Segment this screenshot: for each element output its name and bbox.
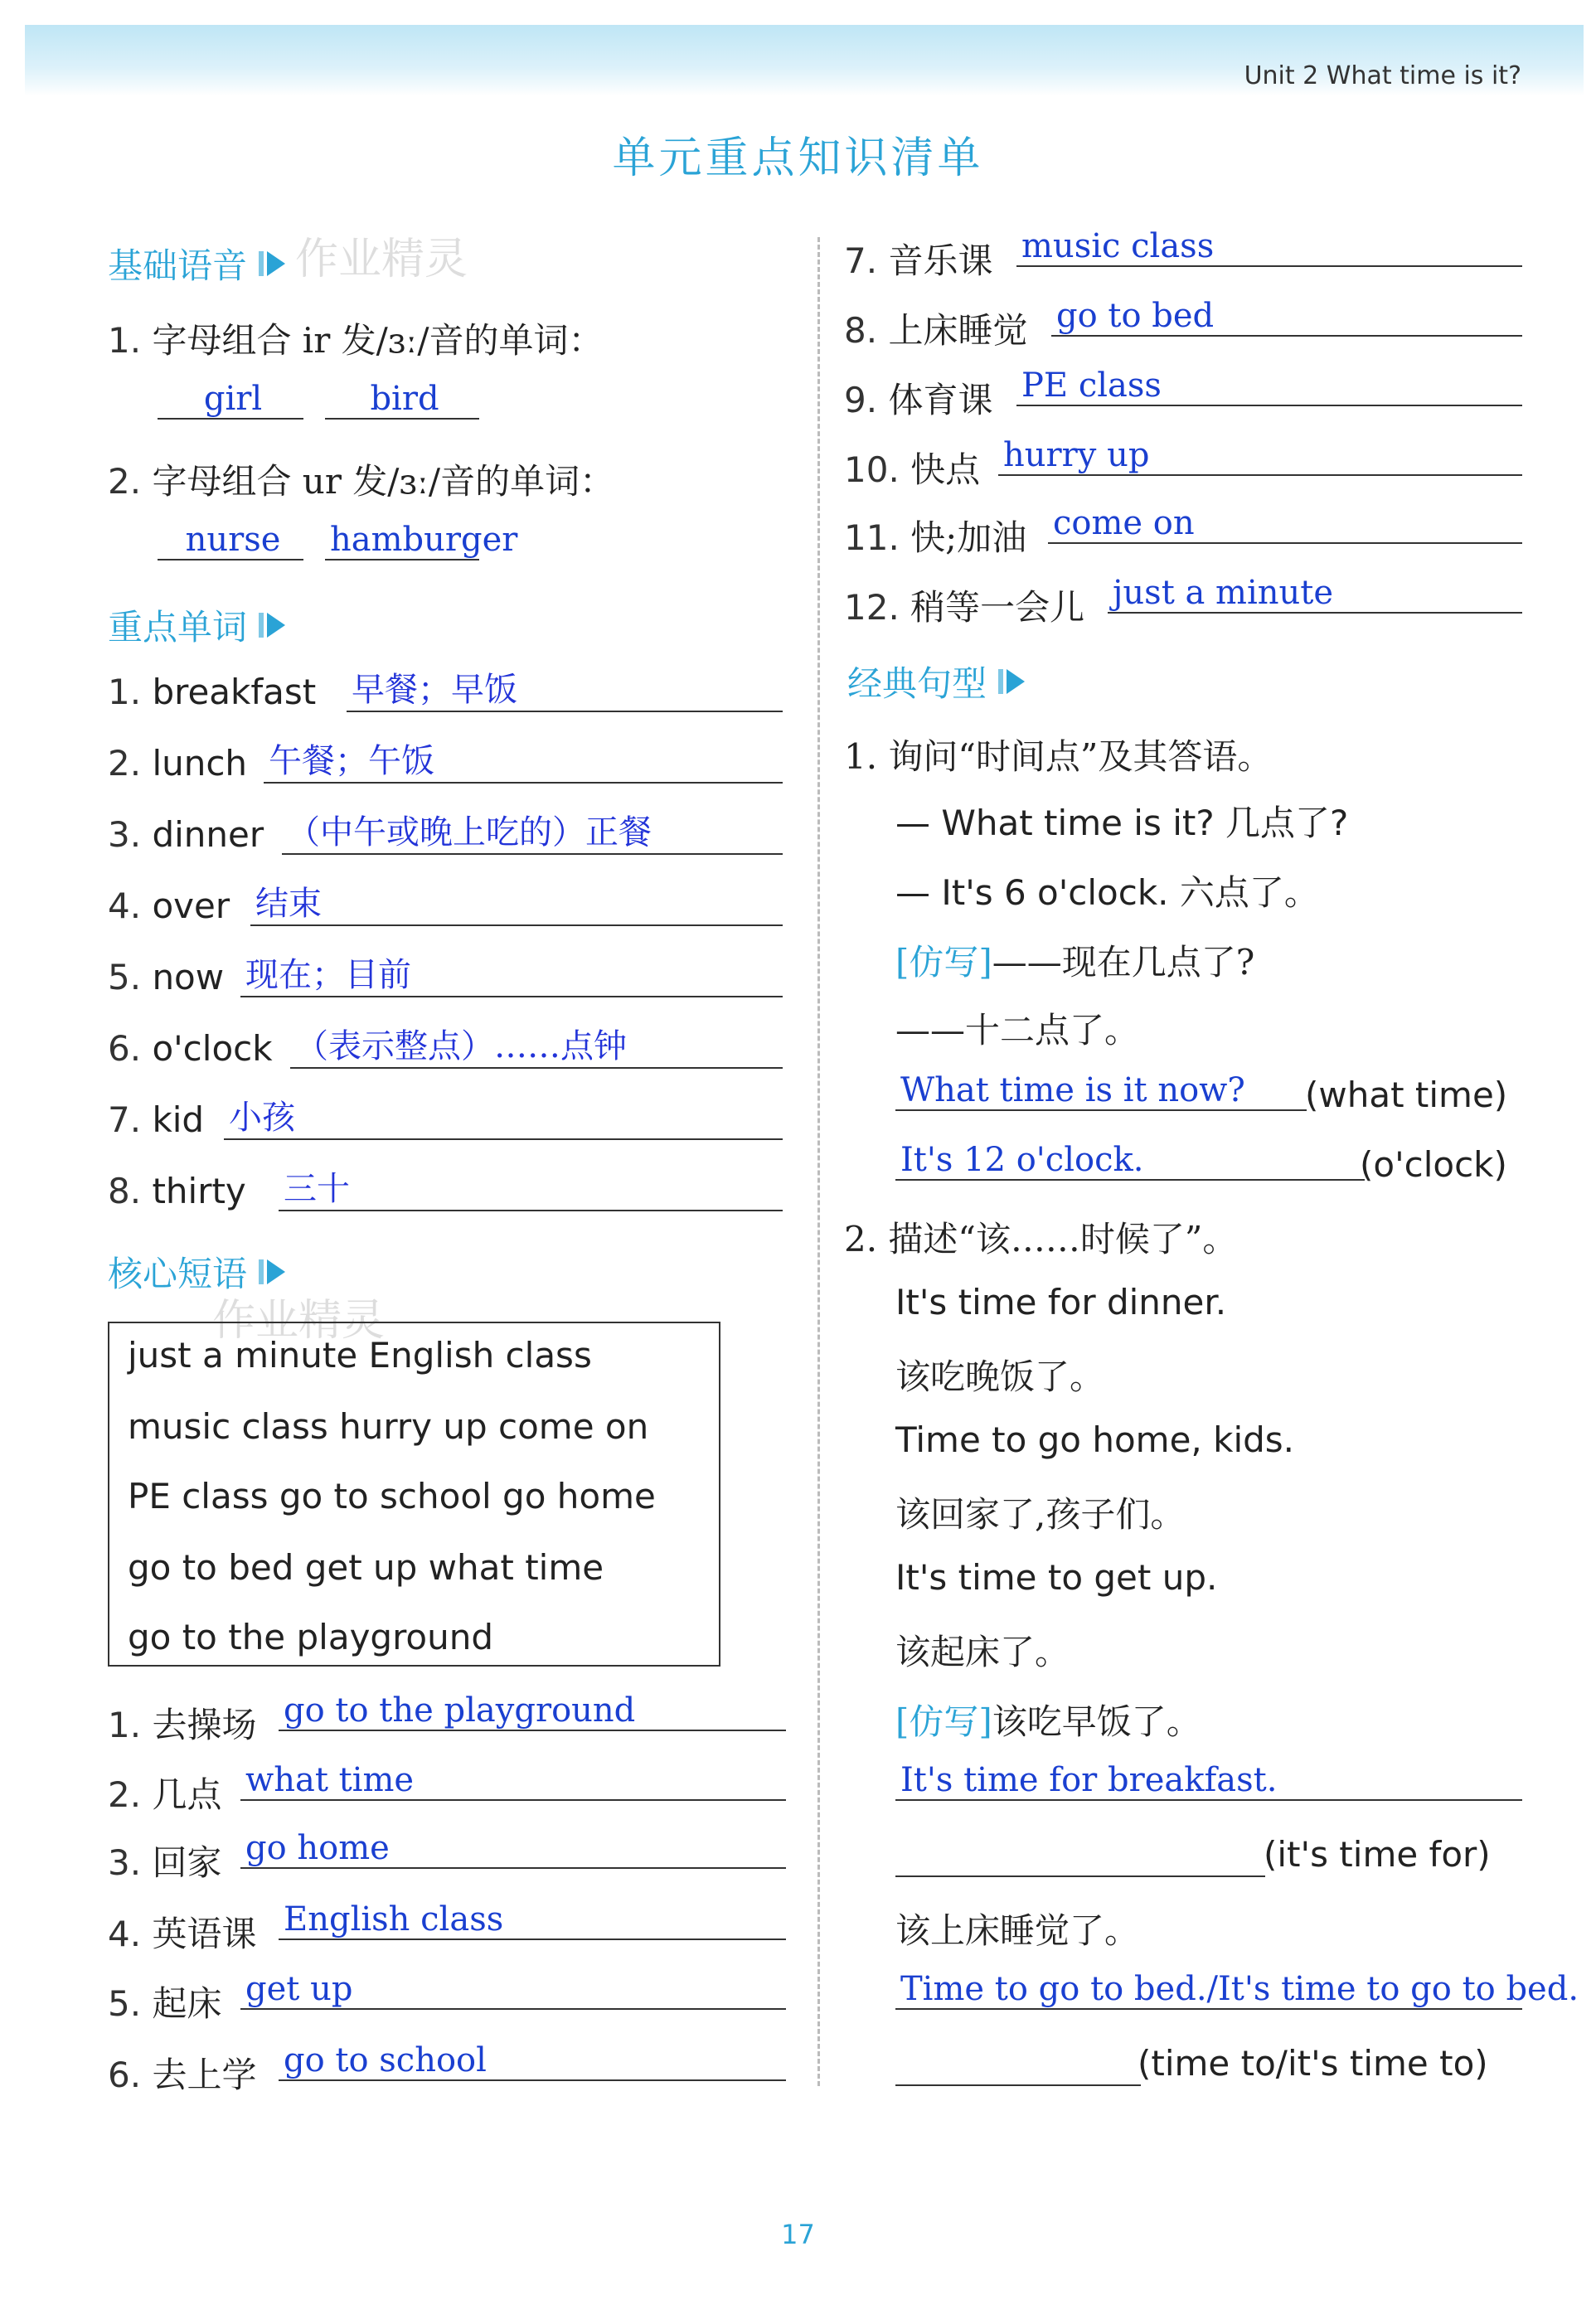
word: dinner [152, 814, 264, 855]
word: over [152, 886, 230, 926]
answer-blank[interactable]: English class [279, 1900, 786, 1940]
section-phonics-heading [108, 239, 287, 289]
task-text: 该吃早饭了。 [992, 1701, 1201, 1742]
answer-blank-empty[interactable] [895, 2046, 1141, 2086]
example-cn: 该吃晚饭了。 [895, 1356, 1105, 1397]
answer-blank[interactable]: 三十 [279, 1162, 783, 1211]
page-title: 单元重点知识清单 [612, 133, 984, 183]
imitate-task-2 [895, 1695, 1201, 1744]
answer-blank[interactable]: girl [158, 380, 303, 420]
item-number: 1. [108, 1705, 142, 1745]
word-item [108, 1099, 204, 1140]
sentence-2-title: 2. 描述“该……时候了”。 [844, 1219, 1238, 1259]
unit-title: Unit 2 What time is it? [1244, 61, 1521, 90]
answer-blank[interactable]: 小孩 [224, 1091, 783, 1140]
item-number: 7. [844, 240, 878, 281]
answer-blank[interactable]: get up [240, 1970, 786, 2010]
item-number: 5. [108, 957, 142, 997]
hint: (time to/it's time to) [1138, 2043, 1488, 2084]
answer-blank[interactable]: go to school [279, 2041, 786, 2081]
answer-blank[interactable]: go to bed [1051, 297, 1522, 337]
play-arrow-icon [259, 1258, 287, 1286]
item-number: 2. [108, 461, 142, 502]
sentence-1-answer: — It's 6 o'clock. 六点了。 [895, 872, 1319, 913]
phrase-cn: 音乐课 [888, 240, 993, 281]
imitate-label: [仿写] [895, 942, 992, 983]
item-number: 11. [844, 517, 900, 558]
phrase-item [844, 443, 980, 493]
phrase-cn: 快点 [910, 449, 981, 490]
item-number: 8. [108, 1171, 142, 1211]
play-arrow-icon [998, 667, 1026, 696]
item-number: 6. [108, 2055, 142, 2095]
phrase-item [108, 2048, 256, 2098]
word-item [108, 1171, 246, 1211]
section-label: 核心短语 [108, 1254, 248, 1294]
phrase-cn: 几点 [152, 1774, 222, 1815]
answer-blank[interactable]: （表示整点）……点钟 [290, 1020, 783, 1069]
phrase-item [108, 1698, 256, 1748]
answer-blank[interactable]: PE class [1016, 366, 1522, 406]
answer-blank[interactable]: nurse [158, 521, 303, 560]
answer-blank[interactable]: 现在；目前 [240, 949, 783, 997]
item-number: 3. [108, 814, 142, 855]
phrase-box-line: go to the playground [128, 1617, 494, 1657]
section-sentences-heading [847, 657, 1026, 706]
item-number: 8. [844, 310, 878, 351]
hint: (o'clock) [1360, 1144, 1507, 1185]
phrase-item [108, 1977, 221, 2026]
word: o'clock [152, 1028, 273, 1069]
item-number: 9. [844, 380, 878, 420]
item-number: 4. [108, 1914, 142, 1954]
answer-blank[interactable]: （中午或晚上吃的）正餐 [282, 806, 783, 855]
item-number: 1. [108, 320, 142, 361]
phrase-cn: 英语课 [152, 1914, 257, 1954]
word-item [108, 814, 264, 855]
phonics-item-2 [108, 454, 614, 504]
imitate-task-1 [895, 935, 1254, 985]
play-arrow-icon [259, 250, 287, 278]
phrase-box [108, 1322, 720, 1667]
sentence-1-title: 1. 询问“时间点”及其答语。 [844, 736, 1273, 777]
section-words-heading [108, 600, 287, 650]
phrase-item [108, 1907, 256, 1957]
section-label: 基础语音 [108, 245, 248, 286]
phrase-cn: 快;加油 [910, 517, 1027, 558]
word: thirty [152, 1171, 246, 1211]
hint: (what time) [1305, 1075, 1508, 1115]
answer-blank[interactable]: What time is it now? [895, 1071, 1307, 1111]
item-number: 12. [844, 587, 900, 628]
imitate-task-2b: 该上床睡觉了。 [895, 1910, 1140, 1951]
item-number: 3. [108, 1842, 142, 1883]
item-text: 字母组合 ir 发/ɜː/音的单词： [152, 320, 604, 361]
answer-blank[interactable]: 午餐；午饭 [264, 735, 783, 784]
answer-blank[interactable]: hurry up [998, 436, 1522, 476]
example-en: It's time to get up. [895, 1557, 1218, 1598]
phrase-box-line: just a minute English class [128, 1335, 592, 1376]
phrase-box-line: go to bed get up what time [128, 1547, 604, 1588]
answer-blank[interactable]: 早餐；早饭 [347, 663, 783, 712]
word-item [108, 886, 230, 926]
answer-blank[interactable]: bird [325, 380, 479, 420]
word: now [152, 957, 225, 997]
answer-blank[interactable]: go home [240, 1829, 786, 1869]
item-number: 1. [108, 672, 142, 712]
phrase-cn: 上床睡觉 [888, 310, 1028, 351]
imitate-task-1b: ——十二点了。 [895, 1010, 1140, 1051]
word: lunch [152, 743, 248, 784]
answer-blank[interactable]: Time to go to bed./It's time to go to bed. [895, 1970, 1522, 2010]
phrase-cn: 去上学 [152, 2055, 257, 2095]
phrase-item [844, 373, 992, 423]
word-item [108, 1028, 273, 1069]
phrase-box-line: PE class go to school go home [128, 1476, 656, 1516]
answer-blank[interactable]: It's 12 o'clock. [895, 1141, 1365, 1181]
item-number: 7. [108, 1099, 142, 1140]
answer-blank[interactable]: music class [1016, 227, 1522, 267]
answer-blank[interactable]: what time [240, 1761, 786, 1801]
phrase-cn: 体育课 [888, 380, 993, 420]
section-label: 重点单词 [108, 607, 248, 648]
phrase-box-line: music class hurry up come on [128, 1406, 649, 1447]
phrase-item [108, 1768, 221, 1817]
hint: (it's time for) [1264, 1834, 1491, 1875]
phrase-cn: 起床 [152, 1983, 222, 2024]
example-en: Time to go home, kids. [895, 1419, 1295, 1460]
watermark: 作业精灵 [295, 235, 468, 284]
word-item [108, 672, 316, 712]
item-number: 6. [108, 1028, 142, 1069]
phrase-cn: 稍等一会儿 [910, 587, 1085, 628]
example-cn: 该起床了。 [895, 1632, 1070, 1672]
phrase-item [844, 234, 992, 284]
column-divider [817, 237, 820, 2086]
answer-blank[interactable]: come on [1048, 504, 1522, 544]
play-arrow-icon [259, 611, 287, 639]
answer-blank[interactable]: just a minute [1108, 574, 1522, 614]
example-en: It's time for dinner. [895, 1282, 1227, 1322]
item-text: 字母组合 ur 发/ɜː/音的单词： [152, 461, 615, 502]
phrase-cn: 回家 [152, 1842, 222, 1883]
word: kid [152, 1099, 205, 1140]
item-number: 10. [844, 449, 900, 490]
phrase-item [844, 511, 1026, 560]
imitate-label: [仿写] [895, 1701, 992, 1742]
item-number: 2. [108, 743, 142, 784]
word: breakfast [152, 672, 317, 712]
word-item [108, 743, 247, 784]
section-label: 经典句型 [847, 663, 987, 704]
answer-blank[interactable]: 结束 [250, 877, 783, 926]
answer-blank[interactable]: hamburger [325, 521, 479, 560]
answer-blank[interactable]: go to the playground [279, 1691, 786, 1731]
watermark: 作业精灵 [212, 1296, 386, 1346]
phonics-item-1 [108, 313, 603, 363]
task-text: ——现在几点了? [992, 942, 1255, 983]
phrase-cn: 去操场 [152, 1705, 257, 1745]
sentence-1-question: — What time is it? 几点了? [895, 803, 1349, 843]
word-item [108, 957, 224, 997]
item-number: 4. [108, 886, 142, 926]
answer-blank-empty[interactable] [895, 1837, 1265, 1877]
example-cn: 该回家了,孩子们。 [895, 1494, 1186, 1535]
item-number: 5. [108, 1983, 142, 2024]
phrase-item [844, 303, 1027, 353]
page-number: 17 [781, 2219, 815, 2250]
phrase-item [844, 580, 1084, 630]
answer-blank[interactable]: It's time for breakfast. [895, 1761, 1522, 1801]
item-number: 2. [108, 1774, 142, 1815]
phrase-item [108, 1836, 221, 1885]
